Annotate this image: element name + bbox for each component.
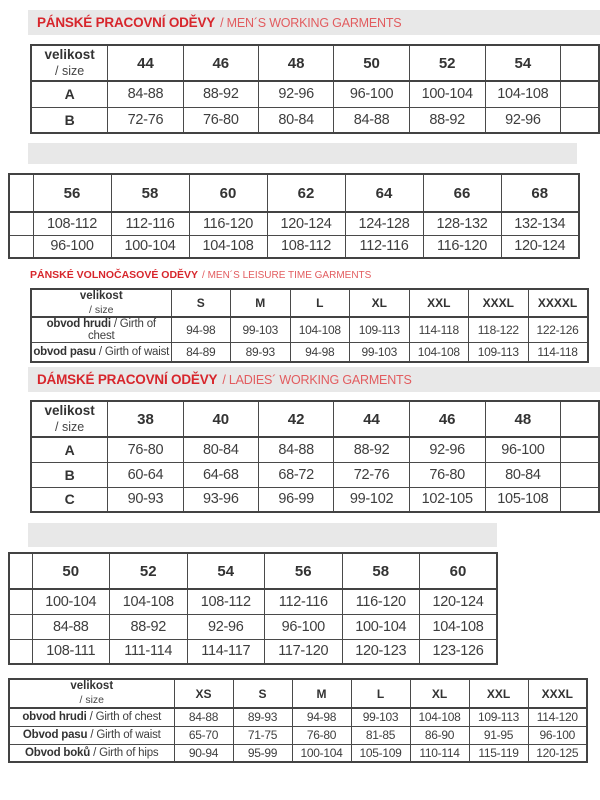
value-cell: 65-70 <box>174 726 233 744</box>
section-title-men-leisure-en: / MEN´S LEISURE TIME GARMENTS <box>202 269 372 281</box>
size-header-cell: 40 <box>183 401 258 437</box>
value-cell: 116-120 <box>423 235 501 258</box>
value-cell: 104-108 <box>420 614 498 639</box>
size-header-cell: 60 <box>420 553 498 589</box>
clipped-cell <box>9 639 32 664</box>
value-cell: 89-93 <box>231 343 291 362</box>
corner-cell <box>31 289 171 317</box>
size-header-cell: XXXL <box>528 679 587 708</box>
value-cell: 104-108 <box>485 81 561 107</box>
value-cell: 108-112 <box>267 235 345 258</box>
section-title-men-working-en: / MEN´S WORKING GARMENTS <box>220 15 402 30</box>
row-label: B <box>31 107 108 133</box>
value-cell: 96-99 <box>258 487 333 512</box>
size-header-cell: S <box>233 679 292 708</box>
value-cell: 84-88 <box>32 614 110 639</box>
row-label: A <box>31 437 108 462</box>
section-title-men-working-cs: PÁNSKÉ PRACOVNÍ ODĚVY <box>37 15 216 30</box>
value-cell: 104-108 <box>189 235 267 258</box>
value-cell: 80-84 <box>485 462 561 487</box>
clipped-cell <box>561 45 599 81</box>
value-cell: 111-114 <box>110 639 188 664</box>
value-cell: 94-98 <box>171 317 231 343</box>
value-cell: 94-98 <box>292 708 351 726</box>
value-cell: 72-76 <box>108 107 183 133</box>
value-cell: 60-64 <box>108 462 183 487</box>
value-cell: 116-120 <box>342 589 420 614</box>
value-cell: 88-92 <box>334 437 410 462</box>
corner-cell <box>31 45 108 81</box>
row-label: B <box>31 462 108 487</box>
row-label-en: / Girth of chest <box>89 711 162 724</box>
value-cell: 99-103 <box>350 343 410 362</box>
value-cell: 84-88 <box>174 708 233 726</box>
clipped-cell <box>9 553 32 589</box>
value-cell: 110-114 <box>410 744 469 762</box>
size-header-cell: XL <box>410 679 469 708</box>
value-cell: 81-85 <box>351 726 410 744</box>
section-title-ladies-working-en: / LADIES´ WORKING GARMENTS <box>222 372 412 387</box>
size-header-cell: 48 <box>258 45 333 81</box>
ladies-working-sizes-table-part2 <box>8 552 498 665</box>
row-label-cs: Obvod pasu <box>22 729 88 741</box>
value-cell: 95-99 <box>233 744 292 762</box>
size-header-cell: 58 <box>342 553 420 589</box>
size-header-cell: 54 <box>187 553 265 589</box>
row-label-en: / Girth of waist <box>90 729 161 741</box>
value-cell: 94-98 <box>290 343 350 362</box>
value-cell: 76-80 <box>409 462 485 487</box>
size-header-cell: L <box>351 679 410 708</box>
value-cell: 132-134 <box>501 212 579 235</box>
size-header-cell: 46 <box>409 401 485 437</box>
value-cell: 72-76 <box>334 462 410 487</box>
size-header-cell: 68 <box>501 174 579 212</box>
value-cell: 84-88 <box>334 107 410 133</box>
corner-label: velikost <box>44 47 95 63</box>
value-cell: 124-128 <box>345 212 423 235</box>
size-header-cell: XXL <box>409 289 469 317</box>
value-cell: 92-96 <box>409 437 485 462</box>
clipped-cell <box>561 437 599 462</box>
section-band-ladies-working <box>28 367 600 392</box>
clipped-cell <box>561 462 599 487</box>
size-header-cell: 46 <box>183 45 258 81</box>
value-cell: 120-125 <box>528 744 587 762</box>
value-cell: 84-89 <box>171 343 231 362</box>
section-band-continuation-ladies <box>28 523 497 547</box>
corner-label: velikost <box>70 680 114 693</box>
value-cell: 114-120 <box>528 708 587 726</box>
size-header-cell: 62 <box>267 174 345 212</box>
row-label <box>9 726 174 744</box>
value-cell: 99-102 <box>334 487 410 512</box>
size-header-cell: 50 <box>334 45 410 81</box>
value-cell: 71-75 <box>233 726 292 744</box>
clipped-cell <box>9 235 33 258</box>
value-cell: 104-108 <box>409 343 469 362</box>
men-working-sizes-table-part1 <box>30 44 600 134</box>
corner-sub: / size <box>55 419 85 434</box>
value-cell: 109-113 <box>350 317 410 343</box>
value-cell: 104-108 <box>110 589 188 614</box>
value-cell: 115-119 <box>469 744 528 762</box>
clipped-cell <box>9 174 33 212</box>
value-cell: 80-84 <box>258 107 333 133</box>
value-cell: 108-111 <box>32 639 110 664</box>
size-header-cell: S <box>171 289 231 317</box>
size-header-cell: 38 <box>108 401 183 437</box>
value-cell: 100-104 <box>111 235 189 258</box>
value-cell: 120-124 <box>420 589 498 614</box>
value-cell: 96-100 <box>334 81 410 107</box>
size-header-cell: 48 <box>485 401 561 437</box>
section-title-ladies-working-cs: DÁMSKÉ PRACOVNÍ ODĚVY <box>37 372 218 387</box>
value-cell: 108-112 <box>187 589 265 614</box>
value-cell: 104-108 <box>290 317 350 343</box>
corner-label: velikost <box>44 403 95 419</box>
value-cell: 118-122 <box>469 317 529 343</box>
value-cell: 99-103 <box>231 317 291 343</box>
men-working-sizes-table-part2 <box>8 173 580 259</box>
value-cell: 68-72 <box>258 462 333 487</box>
clipped-cell <box>561 401 599 437</box>
value-cell: 92-96 <box>258 81 333 107</box>
row-label: A <box>31 81 108 107</box>
value-cell: 114-118 <box>528 343 588 362</box>
row-label-en: / Girth of hips <box>93 746 159 759</box>
value-cell: 93-96 <box>183 487 258 512</box>
row-label-cs: Obvod boků <box>25 746 91 759</box>
value-cell: 105-108 <box>485 487 561 512</box>
value-cell: 112-116 <box>111 212 189 235</box>
value-cell: 99-103 <box>351 708 410 726</box>
value-cell: 100-104 <box>292 744 351 762</box>
clipped-cell <box>561 487 599 512</box>
size-header-cell: M <box>231 289 291 317</box>
size-header-cell: XS <box>174 679 233 708</box>
value-cell: 109-113 <box>469 343 529 362</box>
size-header-cell: 42 <box>258 401 333 437</box>
value-cell: 84-88 <box>258 437 333 462</box>
size-header-cell: 56 <box>265 553 343 589</box>
section-title-men-leisure-cs: PÁNSKÉ VOLNOČASOVÉ ODĚVY <box>30 269 199 281</box>
size-header-cell: 56 <box>33 174 111 212</box>
value-cell: 96-100 <box>33 235 111 258</box>
corner-cell <box>31 401 108 437</box>
value-cell: 84-88 <box>108 81 183 107</box>
value-cell: 102-105 <box>409 487 485 512</box>
value-cell: 88-92 <box>110 614 188 639</box>
size-header-cell: 64 <box>345 174 423 212</box>
value-cell: 120-123 <box>342 639 420 664</box>
row-label-en: / Girth of waist <box>98 346 170 359</box>
value-cell: 88-92 <box>183 81 258 107</box>
value-cell: 92-96 <box>187 614 265 639</box>
size-header-cell: 52 <box>110 553 188 589</box>
value-cell: 120-124 <box>501 235 579 258</box>
ladies-working-sizes-table-part1 <box>30 400 600 513</box>
value-cell: 91-95 <box>469 726 528 744</box>
row-label <box>9 744 174 762</box>
corner-sub: / size <box>88 303 114 316</box>
value-cell: 92-96 <box>485 107 561 133</box>
value-cell: 88-92 <box>409 107 485 133</box>
value-cell: 108-112 <box>33 212 111 235</box>
section-band-men-working <box>28 10 600 35</box>
value-cell: 86-90 <box>410 726 469 744</box>
size-header-cell: 54 <box>485 45 561 81</box>
value-cell: 109-113 <box>469 708 528 726</box>
size-header-cell: 50 <box>32 553 110 589</box>
clipped-cell <box>9 589 32 614</box>
size-header-cell: XXL <box>469 679 528 708</box>
clipped-cell <box>561 81 599 107</box>
row-label-en: / Girth of chest <box>88 318 156 343</box>
value-cell: 90-93 <box>108 487 183 512</box>
value-cell: 112-116 <box>265 589 343 614</box>
value-cell: 80-84 <box>183 437 258 462</box>
section-band-continuation-men <box>28 143 577 164</box>
value-cell: 76-80 <box>292 726 351 744</box>
value-cell: 100-104 <box>32 589 110 614</box>
size-header-cell: M <box>292 679 351 708</box>
value-cell: 114-118 <box>409 317 469 343</box>
corner-sub: / size <box>79 694 104 707</box>
value-cell: 96-100 <box>265 614 343 639</box>
clipped-cell <box>9 212 33 235</box>
size-header-cell: 44 <box>108 45 183 81</box>
value-cell: 128-132 <box>423 212 501 235</box>
row-label-cs: obvod pasu <box>33 346 96 359</box>
row-label <box>9 708 174 726</box>
size-header-cell: L <box>290 289 350 317</box>
value-cell: 114-117 <box>187 639 265 664</box>
size-header-cell: 44 <box>334 401 410 437</box>
value-cell: 116-120 <box>189 212 267 235</box>
size-header-cell: XXXL <box>469 289 529 317</box>
value-cell: 96-100 <box>485 437 561 462</box>
row-label: C <box>31 487 108 512</box>
value-cell: 122-126 <box>528 317 588 343</box>
value-cell: 123-126 <box>420 639 498 664</box>
value-cell: 64-68 <box>183 462 258 487</box>
row-label-cs: obvod hrudi <box>46 318 111 331</box>
value-cell: 112-116 <box>345 235 423 258</box>
size-header-cell: 60 <box>189 174 267 212</box>
corner-cell <box>9 679 174 708</box>
size-header-cell: XXXXL <box>528 289 588 317</box>
men-leisure-sizes-table <box>30 288 589 363</box>
row-label-cs: obvod hrudi <box>22 711 87 724</box>
value-cell: 120-124 <box>267 212 345 235</box>
clipped-cell <box>9 614 32 639</box>
value-cell: 100-104 <box>342 614 420 639</box>
value-cell: 117-120 <box>265 639 343 664</box>
size-header-cell: 66 <box>423 174 501 212</box>
corner-sub: / size <box>55 63 85 78</box>
size-header-cell: 52 <box>409 45 485 81</box>
size-header-cell: 58 <box>111 174 189 212</box>
section-title-men-leisure <box>30 267 371 283</box>
value-cell: 76-80 <box>183 107 258 133</box>
value-cell: 104-108 <box>410 708 469 726</box>
row-label <box>31 317 171 343</box>
clipped-cell <box>561 107 599 133</box>
corner-label: velikost <box>79 290 123 302</box>
value-cell: 100-104 <box>409 81 485 107</box>
value-cell: 89-93 <box>233 708 292 726</box>
ladies-leisure-sizes-table <box>8 678 588 763</box>
value-cell: 76-80 <box>108 437 183 462</box>
value-cell: 105-109 <box>351 744 410 762</box>
value-cell: 90-94 <box>174 744 233 762</box>
row-label <box>31 343 171 362</box>
value-cell: 96-100 <box>528 726 587 744</box>
size-header-cell: XL <box>350 289 410 317</box>
